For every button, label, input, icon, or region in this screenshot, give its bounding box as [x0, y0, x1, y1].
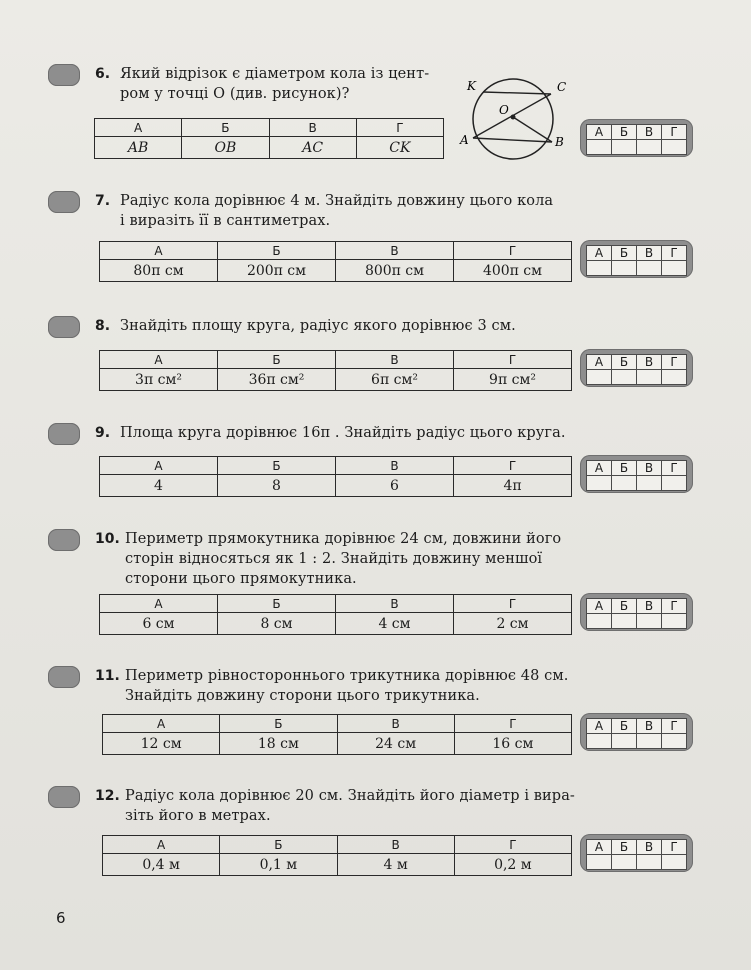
page-number: 6 [56, 909, 66, 927]
answer-letter: В [637, 599, 662, 614]
answer-letter: Б [612, 461, 637, 476]
question-number: 11. [95, 668, 120, 684]
answer-letter: А [587, 461, 612, 476]
option-value: 3π см² [100, 369, 218, 391]
option-letter: А [100, 595, 218, 613]
answer-box[interactable] [637, 140, 662, 155]
option-letter: В [337, 836, 454, 854]
answer-box[interactable] [662, 476, 687, 491]
options-table [99, 456, 572, 497]
answer-letter: А [587, 719, 612, 734]
option-letter: В [337, 715, 454, 733]
answer-letter: Г [662, 125, 687, 140]
answer-letter: В [637, 719, 662, 734]
answer-box[interactable] [637, 734, 662, 749]
question-text-line: зіть його в метрах. [125, 808, 271, 824]
question-text [120, 64, 450, 104]
question-text [120, 423, 580, 443]
answer-box[interactable] [637, 614, 662, 629]
answer-letter: В [637, 840, 662, 855]
answer-box[interactable] [587, 734, 612, 749]
checkbox-badge[interactable] [48, 316, 80, 338]
option-value: 8 [218, 475, 336, 497]
question-text-line: Знайдіть площу круга, радіус якого дорівнює 3 см. [120, 318, 516, 334]
answer-box[interactable] [662, 261, 687, 276]
figure-label-a: A [460, 133, 469, 147]
option-value: 800π см [336, 260, 454, 282]
question-text-line: Периметр рівностороннього трикутника дорівнює 48 см. [125, 668, 569, 684]
answer-box[interactable] [662, 855, 687, 870]
question-text-line: і виразіть її в сантиметрах. [120, 213, 331, 229]
answer-letter: Б [612, 719, 637, 734]
option-value: OB [182, 137, 269, 159]
answer-box[interactable] [587, 476, 612, 491]
answer-box[interactable] [612, 734, 637, 749]
option-letter: Г [454, 595, 572, 613]
option-value: 18 см [220, 733, 337, 755]
option-letter: А [103, 836, 220, 854]
option-value: AC [269, 137, 356, 159]
answer-box[interactable] [637, 261, 662, 276]
answer-letter: Г [662, 246, 687, 261]
options-table [102, 835, 572, 876]
option-letter: В [336, 595, 454, 613]
checkbox-badge[interactable] [48, 64, 80, 86]
answer-box[interactable] [662, 734, 687, 749]
question-text-line: Знайдіть довжину сторони цього трикутника. [125, 688, 480, 704]
answer-letter: А [587, 125, 612, 140]
option-value: 36π см² [218, 369, 336, 391]
answer-letter: В [637, 125, 662, 140]
answer-letter: В [637, 461, 662, 476]
options-table [99, 350, 572, 391]
answer-letter: Г [662, 355, 687, 370]
answer-card [580, 119, 693, 157]
option-letter: А [100, 457, 218, 475]
answer-box[interactable] [612, 855, 637, 870]
option-value: 0,1 м [220, 854, 337, 876]
option-value: 6 [336, 475, 454, 497]
answer-card [580, 455, 693, 493]
option-letter: Г [454, 242, 572, 260]
option-value: 4 см [336, 613, 454, 635]
answer-letter: А [587, 840, 612, 855]
option-letter: Б [220, 836, 337, 854]
option-value: 2 см [454, 613, 572, 635]
option-letter: Г [356, 119, 443, 137]
option-letter: В [336, 242, 454, 260]
question-text-line: Радіус кола дорівнює 20 см. Знайдіть його діаметр і вира- [125, 788, 575, 804]
answer-box[interactable] [587, 140, 612, 155]
option-letter: Г [454, 836, 571, 854]
option-letter: Б [218, 457, 336, 475]
answer-letter: Б [612, 125, 637, 140]
options-table [102, 714, 572, 755]
option-value: 16 см [454, 733, 571, 755]
question-text [125, 786, 580, 826]
answer-letter: А [587, 246, 612, 261]
question-text [125, 666, 580, 706]
question-number: 6. [95, 66, 111, 82]
answer-box[interactable] [587, 261, 612, 276]
answer-letter: Б [612, 355, 637, 370]
checkbox-badge[interactable] [48, 529, 80, 551]
question-text-line: Периметр прямокутника дорівнює 24 см, довжини його [125, 531, 562, 547]
option-letter: Г [454, 715, 571, 733]
option-value: 4 м [337, 854, 454, 876]
option-letter: А [103, 715, 220, 733]
options-table [94, 118, 444, 159]
option-value: 24 см [337, 733, 454, 755]
figure-label-k: K [467, 79, 476, 93]
answer-box[interactable] [587, 855, 612, 870]
question-text-line: сторони цього прямокутника. [125, 571, 357, 587]
answer-box[interactable] [587, 614, 612, 629]
answer-letter: В [637, 246, 662, 261]
option-letter: В [269, 119, 356, 137]
question-text-line: Який відрізок є діаметром кола із цент- [120, 66, 430, 82]
answer-box[interactable] [637, 370, 662, 385]
answer-box[interactable] [612, 476, 637, 491]
option-letter: Г [454, 351, 572, 369]
answer-letter: В [637, 355, 662, 370]
answer-box[interactable] [637, 476, 662, 491]
option-value: 80π см [100, 260, 218, 282]
answer-letter: Г [662, 599, 687, 614]
option-letter: Г [454, 457, 572, 475]
option-letter: А [100, 242, 218, 260]
option-letter: Б [218, 595, 336, 613]
answer-card [580, 593, 693, 631]
question-text-line: Площа круга дорівнює 16π . Знайдіть радіус цього круга. [120, 425, 566, 441]
option-value: 12 см [103, 733, 220, 755]
option-letter: А [100, 351, 218, 369]
options-table [99, 241, 572, 282]
option-letter: Б [218, 242, 336, 260]
checkbox-badge[interactable] [48, 786, 80, 808]
checkbox-badge[interactable] [48, 666, 80, 688]
option-value: 9π см² [454, 369, 572, 391]
options-table [99, 594, 572, 635]
option-letter: В [336, 457, 454, 475]
answer-letter: Г [662, 461, 687, 476]
question-number: 8. [95, 318, 111, 334]
option-letter: А [95, 119, 182, 137]
option-value: AB [95, 137, 182, 159]
figure-label-o: O [499, 103, 509, 117]
answer-box[interactable] [662, 140, 687, 155]
figure-label-b: B [555, 135, 564, 149]
answer-letter: Б [612, 599, 637, 614]
question-text-line: Радіус кола дорівнює 4 м. Знайдіть довжину цього кола [120, 193, 554, 209]
answer-letter: Г [662, 719, 687, 734]
answer-box[interactable] [662, 370, 687, 385]
option-value: 6π см² [336, 369, 454, 391]
answer-box[interactable] [612, 614, 637, 629]
checkbox-badge[interactable] [48, 423, 80, 445]
question-number: 9. [95, 425, 111, 441]
figure-label-c: C [557, 80, 567, 94]
answer-letter: А [587, 355, 612, 370]
answer-card [580, 834, 693, 872]
option-value: 8 см [218, 613, 336, 635]
answer-box[interactable] [612, 140, 637, 155]
answer-card [580, 240, 693, 278]
answer-card [580, 349, 693, 387]
circle-figure [455, 72, 575, 162]
option-value: 400π см [454, 260, 572, 282]
checkbox-badge[interactable] [48, 191, 80, 213]
question-number: 10. [95, 531, 120, 547]
question-number: 7. [95, 193, 111, 209]
answer-box[interactable] [662, 614, 687, 629]
option-value: 0,4 м [103, 854, 220, 876]
answer-box[interactable] [612, 370, 637, 385]
option-letter: Б [220, 715, 337, 733]
option-value: 0,2 м [454, 854, 571, 876]
question-text [120, 316, 580, 336]
option-value: 4π [454, 475, 572, 497]
answer-box[interactable] [612, 261, 637, 276]
option-value: 200π см [218, 260, 336, 282]
question-text [125, 529, 580, 589]
option-value: 4 [100, 475, 218, 497]
answer-card [580, 713, 693, 751]
question-text [120, 191, 580, 231]
option-letter: В [336, 351, 454, 369]
option-value: 6 см [100, 613, 218, 635]
question-number: 12. [95, 788, 120, 804]
answer-letter: Г [662, 840, 687, 855]
option-letter: Б [182, 119, 269, 137]
answer-box[interactable] [587, 370, 612, 385]
answer-letter: Б [612, 246, 637, 261]
option-value: CK [356, 137, 443, 159]
answer-letter: А [587, 599, 612, 614]
question-text-line: ром у точці O (див. рисунок)? [120, 86, 350, 102]
question-text-line: сторін відносяться як 1 : 2. Знайдіть довжину меншої [125, 551, 543, 567]
answer-box[interactable] [637, 855, 662, 870]
option-letter: Б [218, 351, 336, 369]
answer-letter: Б [612, 840, 637, 855]
